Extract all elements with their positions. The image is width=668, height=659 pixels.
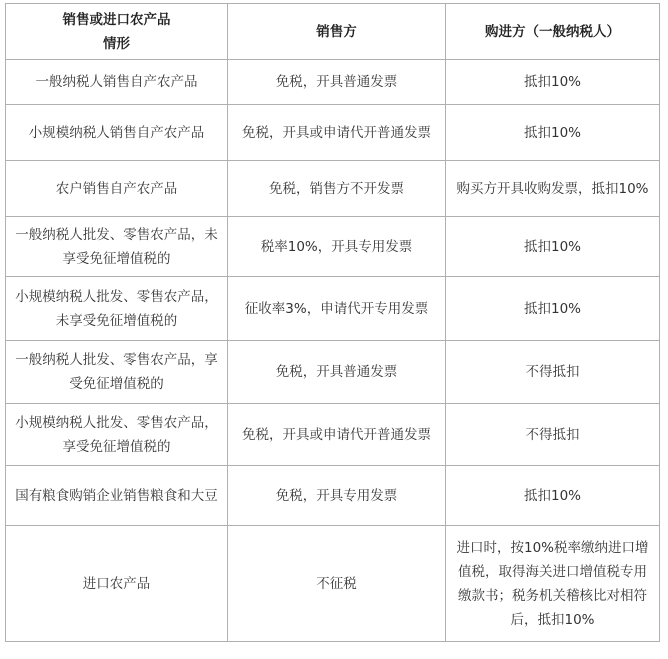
table-row: [6, 105, 660, 161]
seller-cell: 免税，开具普通发票: [228, 341, 446, 404]
seller-cell: 免税，销售方不开发票: [228, 161, 446, 217]
header-scenario: [6, 4, 228, 60]
table-row: [6, 60, 660, 105]
scenario-cell: 小规模纳税人批发、零售农产品，享受免征增值税的: [6, 404, 228, 466]
table-row: [6, 161, 660, 217]
buyer-cell: 抵扣10%: [446, 277, 660, 341]
seller-cell: 免税，开具或申请代开普通发票: [228, 404, 446, 466]
scenario-cell: 农户销售自产农产品: [6, 161, 228, 217]
header-scenario-line2: 情形: [103, 35, 130, 52]
buyer-cell: 抵扣10%: [446, 466, 660, 526]
table-row: [6, 466, 660, 526]
scenario-cell: 进口农产品: [6, 526, 228, 642]
seller-cell: 免税，开具专用发票: [228, 466, 446, 526]
table-header-row: [6, 4, 660, 60]
header-seller: 销售方: [228, 4, 446, 60]
table-row: [6, 404, 660, 466]
buyer-cell: 不得抵扣: [446, 404, 660, 466]
table-row: [6, 341, 660, 404]
seller-cell: 免税，开具普通发票: [228, 60, 446, 105]
table-row: [6, 217, 660, 277]
header-scenario-line1: 销售或进口农产品: [62, 11, 171, 28]
table-row: [6, 526, 660, 642]
seller-cell: 不征税: [228, 526, 446, 642]
buyer-cell: 不得抵扣: [446, 341, 660, 404]
scenario-cell: 小规模纳税人销售自产农产品: [6, 105, 228, 161]
seller-cell: 税率10%，开具专用发票: [228, 217, 446, 277]
buyer-cell: 进口时，按10%税率缴纳进口增值税，取得海关进口增值税专用缴款书；税务机关稽核比对相符后，抵扣10%: [446, 526, 660, 642]
scenario-cell: 一般纳税人批发、零售农产品，未享受免征增值税的: [6, 217, 228, 277]
buyer-cell: 抵扣10%: [446, 217, 660, 277]
buyer-cell: 抵扣10%: [446, 105, 660, 161]
buyer-cell: 抵扣10%: [446, 60, 660, 105]
scenario-cell: 一般纳税人批发、零售农产品，享受免征增值税的: [6, 341, 228, 404]
seller-cell: 免税，开具或申请代开普通发票: [228, 105, 446, 161]
seller-cell: 征收率3%，申请代开专用发票: [228, 277, 446, 341]
scenario-cell: 一般纳税人销售自产农产品: [6, 60, 228, 105]
header-buyer: 购进方（一般纳税人）: [446, 4, 660, 60]
agricultural-products-vat-table: [5, 3, 660, 642]
scenario-cell: 小规模纳税人批发、零售农产品，未享受免征增值税的: [6, 277, 228, 341]
table-row: [6, 277, 660, 341]
scenario-cell: 国有粮食购销企业销售粮食和大豆: [6, 466, 228, 526]
buyer-cell: 购买方开具收购发票，抵扣10%: [446, 161, 660, 217]
